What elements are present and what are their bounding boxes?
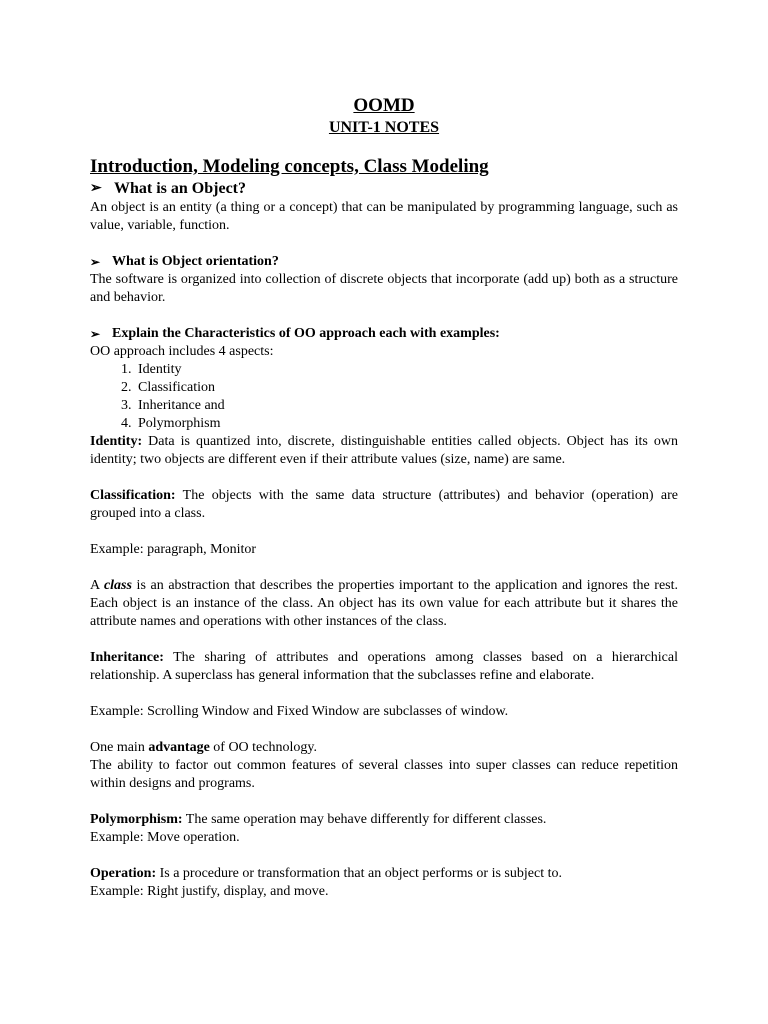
operation-text: Is a procedure or transformation that an object performs or is subject to.	[156, 866, 562, 881]
arrow-bullet-icon: ➢	[90, 255, 101, 269]
operation-term: Operation:	[90, 866, 157, 881]
arrow-bullet-icon: ➢	[90, 327, 101, 341]
characteristics-intro: OO approach includes 4 aspects:	[90, 344, 274, 359]
list-item: 1. Identity	[135, 361, 678, 379]
advantage-line	[90, 739, 678, 757]
operation-example: Example: Right justify, display, and move.	[90, 884, 329, 899]
list-item: 3. Inheritance and	[135, 397, 678, 415]
polymorphism-example: Example: Move operation.	[90, 830, 240, 845]
question-object-label: What is an Object?	[114, 180, 246, 197]
orientation-definition: The software is organized into collection of discrete objects that incorporate (add up) both as a structure and behavior.	[90, 272, 678, 305]
classification-example: Example: paragraph, Monitor	[90, 542, 257, 557]
aspects-list	[90, 361, 678, 433]
advantage-term: advantage	[148, 740, 210, 755]
advantage-suffix: of OO technology.	[209, 740, 317, 755]
section-heading: Introduction, Modeling concepts, Class Modeling	[90, 156, 489, 177]
class-text: is an abstraction that describes the properties important to the application and ignores the rest. Each object is an instance of the class. An object has its own value for each attribute but it shares the attribute names and operations with other instances of the class.	[90, 578, 679, 629]
identity-text: Data is quantized into, discrete, distinguishable entities called objects. Object has its own identity; two objects are different even if their attribute values (size, name) are same.	[90, 434, 678, 467]
question-characteristics-label: Explain the Characteristics of OO approach each with examples:	[112, 326, 500, 341]
classification-paragraph	[90, 487, 678, 523]
identity-paragraph	[90, 433, 678, 469]
inheritance-paragraph	[90, 649, 678, 685]
list-item: 4. Polymorphism	[135, 415, 678, 433]
operation-paragraph	[90, 865, 678, 883]
question-orientation-label: What is Object orientation?	[112, 254, 279, 269]
document-title: OOMD	[353, 95, 415, 116]
polymorphism-term: Polymorphism:	[90, 812, 183, 827]
polymorphism-text: The same operation may behave differently for different classes.	[182, 812, 547, 827]
class-prefix: A	[90, 578, 104, 593]
document-page	[90, 94, 678, 901]
advantage-prefix: One main	[90, 740, 149, 755]
arrow-bullet-icon: ➢	[90, 181, 102, 196]
list-item: 2. Classification	[135, 379, 678, 397]
identity-term: Identity:	[90, 434, 143, 449]
question-object-heading	[90, 179, 678, 199]
class-paragraph	[90, 577, 678, 631]
question-orientation-heading	[90, 253, 678, 271]
object-definition: An object is an entity (a thing or a concept) that can be manipulated by programming language, such as value, variable, function.	[90, 200, 678, 233]
inheritance-example: Example: Scrolling Window and Fixed Window are subclasses of window.	[90, 704, 509, 719]
classification-term: Classification:	[90, 488, 176, 503]
classification-text: The objects with the same data structure (attributes) and behavior (operation) are grouped into a class.	[90, 488, 678, 521]
polymorphism-paragraph	[90, 811, 678, 829]
advantage-text: The ability to factor out common features of several classes into super classes can reduce repetition within designs and programs.	[90, 758, 678, 791]
document-subtitle: UNIT-1 NOTES	[328, 119, 440, 136]
inheritance-text: The sharing of attributes and operations among classes based on a hierarchical relationship. A superclass has general information that the subclasses refine and elaborate.	[90, 650, 678, 683]
question-characteristics-heading	[90, 325, 678, 343]
class-term: class	[103, 578, 132, 593]
inheritance-term: Inheritance:	[90, 650, 164, 665]
